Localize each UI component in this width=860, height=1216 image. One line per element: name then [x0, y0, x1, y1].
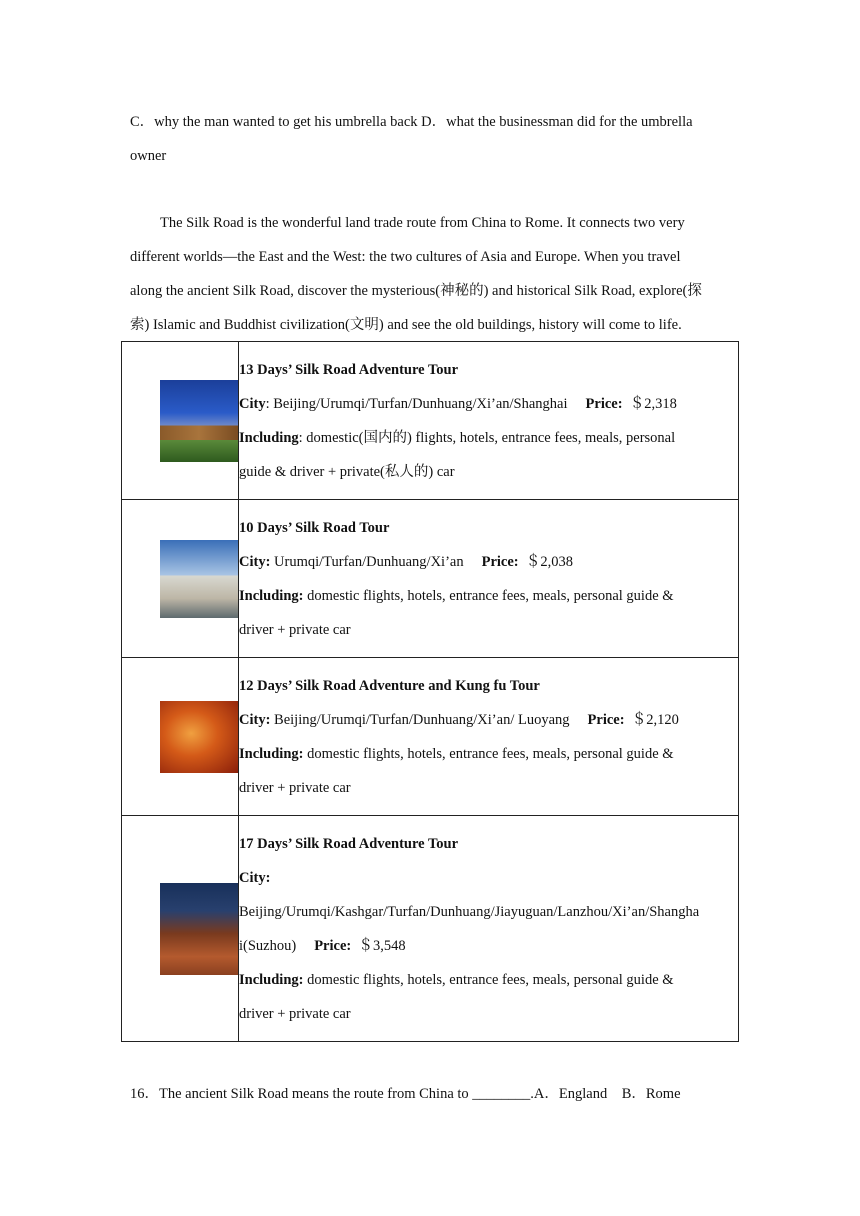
including-line: Including: domestic flights, hotels, entrance fees, meals, personal guide &: [239, 587, 674, 604]
city-line-2: i(Suzhou) Price: ＄3,548: [239, 937, 406, 954]
tour-photo-3: [160, 701, 238, 773]
price-value: ＄2,038: [525, 553, 574, 570]
table-row: [122, 816, 739, 1042]
image-cell: [122, 500, 239, 658]
city-line: City: Beijing/Urumqi/Turfan/Dunhuang/Xi’an/ Luoyang Price: ＄2,120: [239, 711, 679, 728]
image-cell: [122, 658, 239, 816]
tour-title: 17 Days’ Silk Road Adventure Tour: [239, 835, 459, 852]
text-cell: [239, 500, 739, 658]
city-line: City: Urumqi/Turfan/Dunhuang/Xi’an Price: ＄2,038: [239, 553, 574, 570]
option-line-2: owner: [130, 148, 167, 164]
price-value: ＄2,120: [631, 711, 679, 728]
tour-photo-4: [160, 883, 238, 975]
including-line-2: guide & driver + private(私人的) car: [239, 463, 455, 480]
including-line: Including: domestic flights, hotels, entrance fees, meals, personal guide &: [239, 971, 674, 988]
table-row: [122, 500, 739, 658]
tour-title: 13 Days’ Silk Road Adventure Tour: [239, 361, 459, 378]
passage-line-4: 索) Islamic and Buddhist civilization(文明) and see the old buildings, history will come to life.: [130, 317, 682, 333]
image-cell: [122, 342, 239, 500]
tour-photo-1: [160, 380, 238, 462]
including-line-2: driver + private car: [239, 1005, 351, 1022]
including-line-2: driver + private car: [239, 779, 351, 796]
city-line: Beijing/Urumqi/Kashgar/Turfan/Dunhuang/Jiayuguan/Lanzhou/Xi’an/Shangha: [239, 903, 700, 920]
option-line-1: C．why the man wanted to get his umbrella back D．what the businessman did for the umbrella: [130, 114, 693, 130]
text-cell: [239, 816, 739, 1042]
tour-title: 10 Days’ Silk Road Tour: [239, 519, 390, 536]
text-cell: [239, 342, 739, 500]
city-line: City: Beijing/Urumqi/Turfan/Dunhuang/Xi’an/Shanghai Price: ＄2,318: [239, 395, 677, 412]
including-line-2: driver + private car: [239, 621, 351, 638]
tour-table: [121, 341, 739, 1042]
text-cell: [239, 658, 739, 816]
price-value: ＄2,318: [629, 395, 677, 412]
question-16: 16．The ancient Silk Road means the route from China to ________.A．England B．Rome: [130, 1086, 681, 1102]
passage-line-2: different worlds—the East and the West: the two cultures of Asia and Europe. When you travel: [130, 249, 681, 265]
city-label: City:: [239, 869, 271, 886]
including-line: Including: domestic(国内的) flights, hotels, entrance fees, meals, personal: [239, 429, 676, 446]
tour-photo-2: [160, 540, 238, 618]
price-value: ＄3,548: [358, 937, 406, 954]
including-line: Including: domestic flights, hotels, entrance fees, meals, personal guide &: [239, 745, 674, 762]
image-cell: [122, 816, 239, 1042]
tour-title: 12 Days’ Silk Road Adventure and Kung fu Tour: [239, 677, 540, 694]
table-row: [122, 658, 739, 816]
passage-line-1: The Silk Road is the wonderful land trade route from China to Rome. It connects two very: [160, 215, 685, 231]
passage-line-3: along the ancient Silk Road, discover the mysterious(神秘的) and historical Silk Road, explore(探: [130, 283, 702, 299]
table-row: [122, 342, 739, 500]
